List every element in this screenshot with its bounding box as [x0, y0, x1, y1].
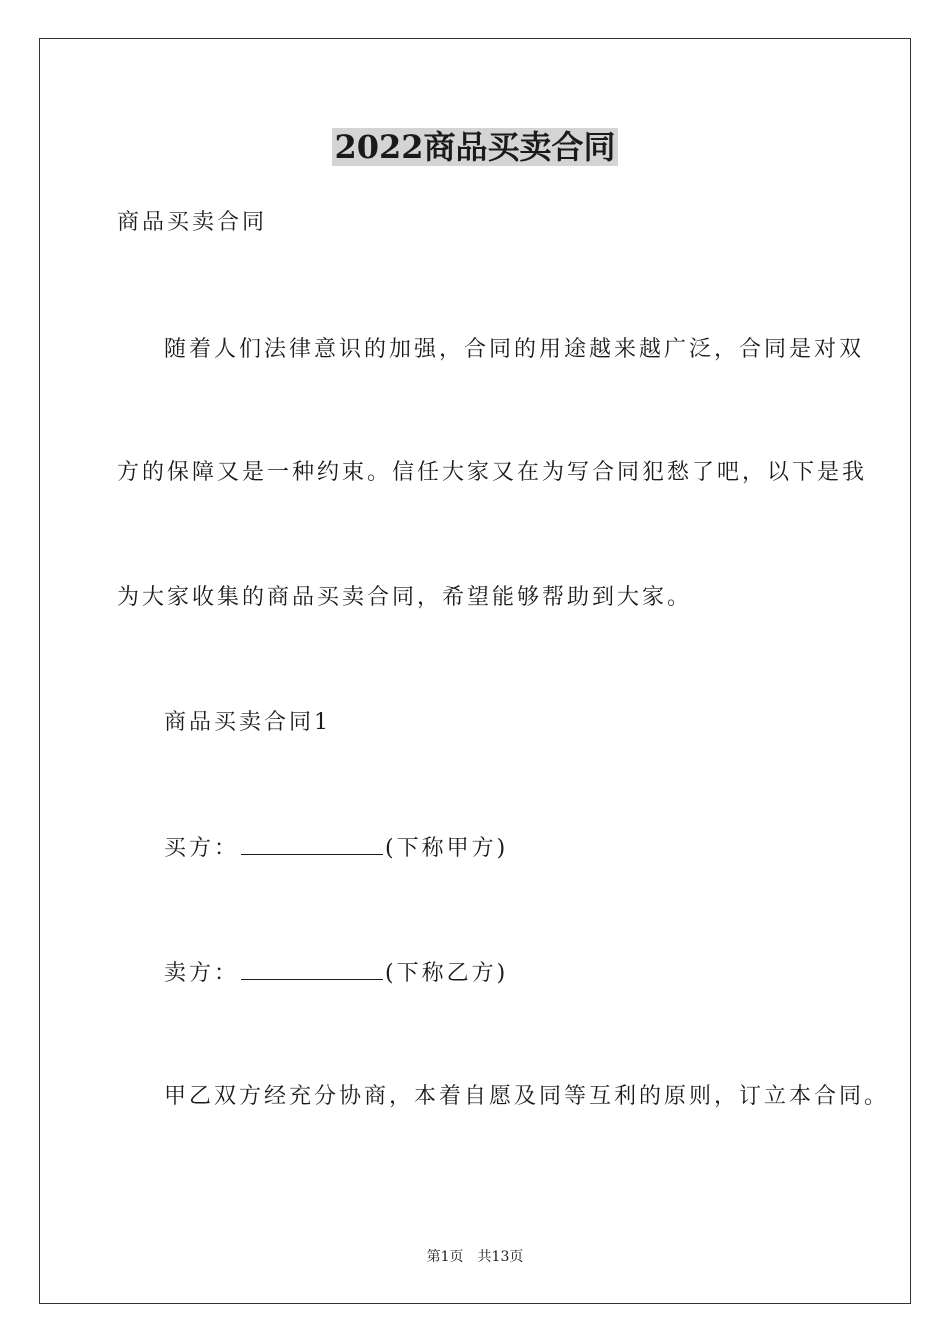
buyer-label: 买方： [164, 836, 240, 861]
section-heading: 商品买卖合同1 [164, 710, 331, 735]
buyer-suffix: (下称甲方) [385, 836, 509, 861]
page-footer [0, 1247, 950, 1267]
document-title-text: 2022商品买卖合同 [334, 128, 616, 166]
seller-suffix: (下称乙方) [385, 961, 509, 986]
intro-line-3: 为大家收集的商品买卖合同，希望能够帮助到大家。 [117, 585, 693, 610]
document-title [0, 126, 950, 168]
footer-total-pages: 共13页 [477, 1249, 524, 1265]
buyer-blank-field [241, 832, 383, 855]
seller-label: 卖方： [164, 961, 240, 986]
footer-current-page: 第1页 [426, 1249, 464, 1265]
buyer-line [164, 832, 508, 864]
intro-line-1: 随着人们法律意识的加强，合同的用途越来越广泛，合同是对双 [164, 337, 865, 362]
intro-line-2: 方的保障又是一种约束。信任大家又在为写合同犯愁了吧，以下是我 [117, 460, 868, 485]
seller-blank-field [241, 957, 383, 980]
document-subtitle: 商品买卖合同 [117, 210, 268, 235]
agreement-line: 甲乙双方经充分协商，本着自愿及同等互利的原则，订立本合同。 [164, 1084, 890, 1109]
seller-line [164, 957, 508, 989]
